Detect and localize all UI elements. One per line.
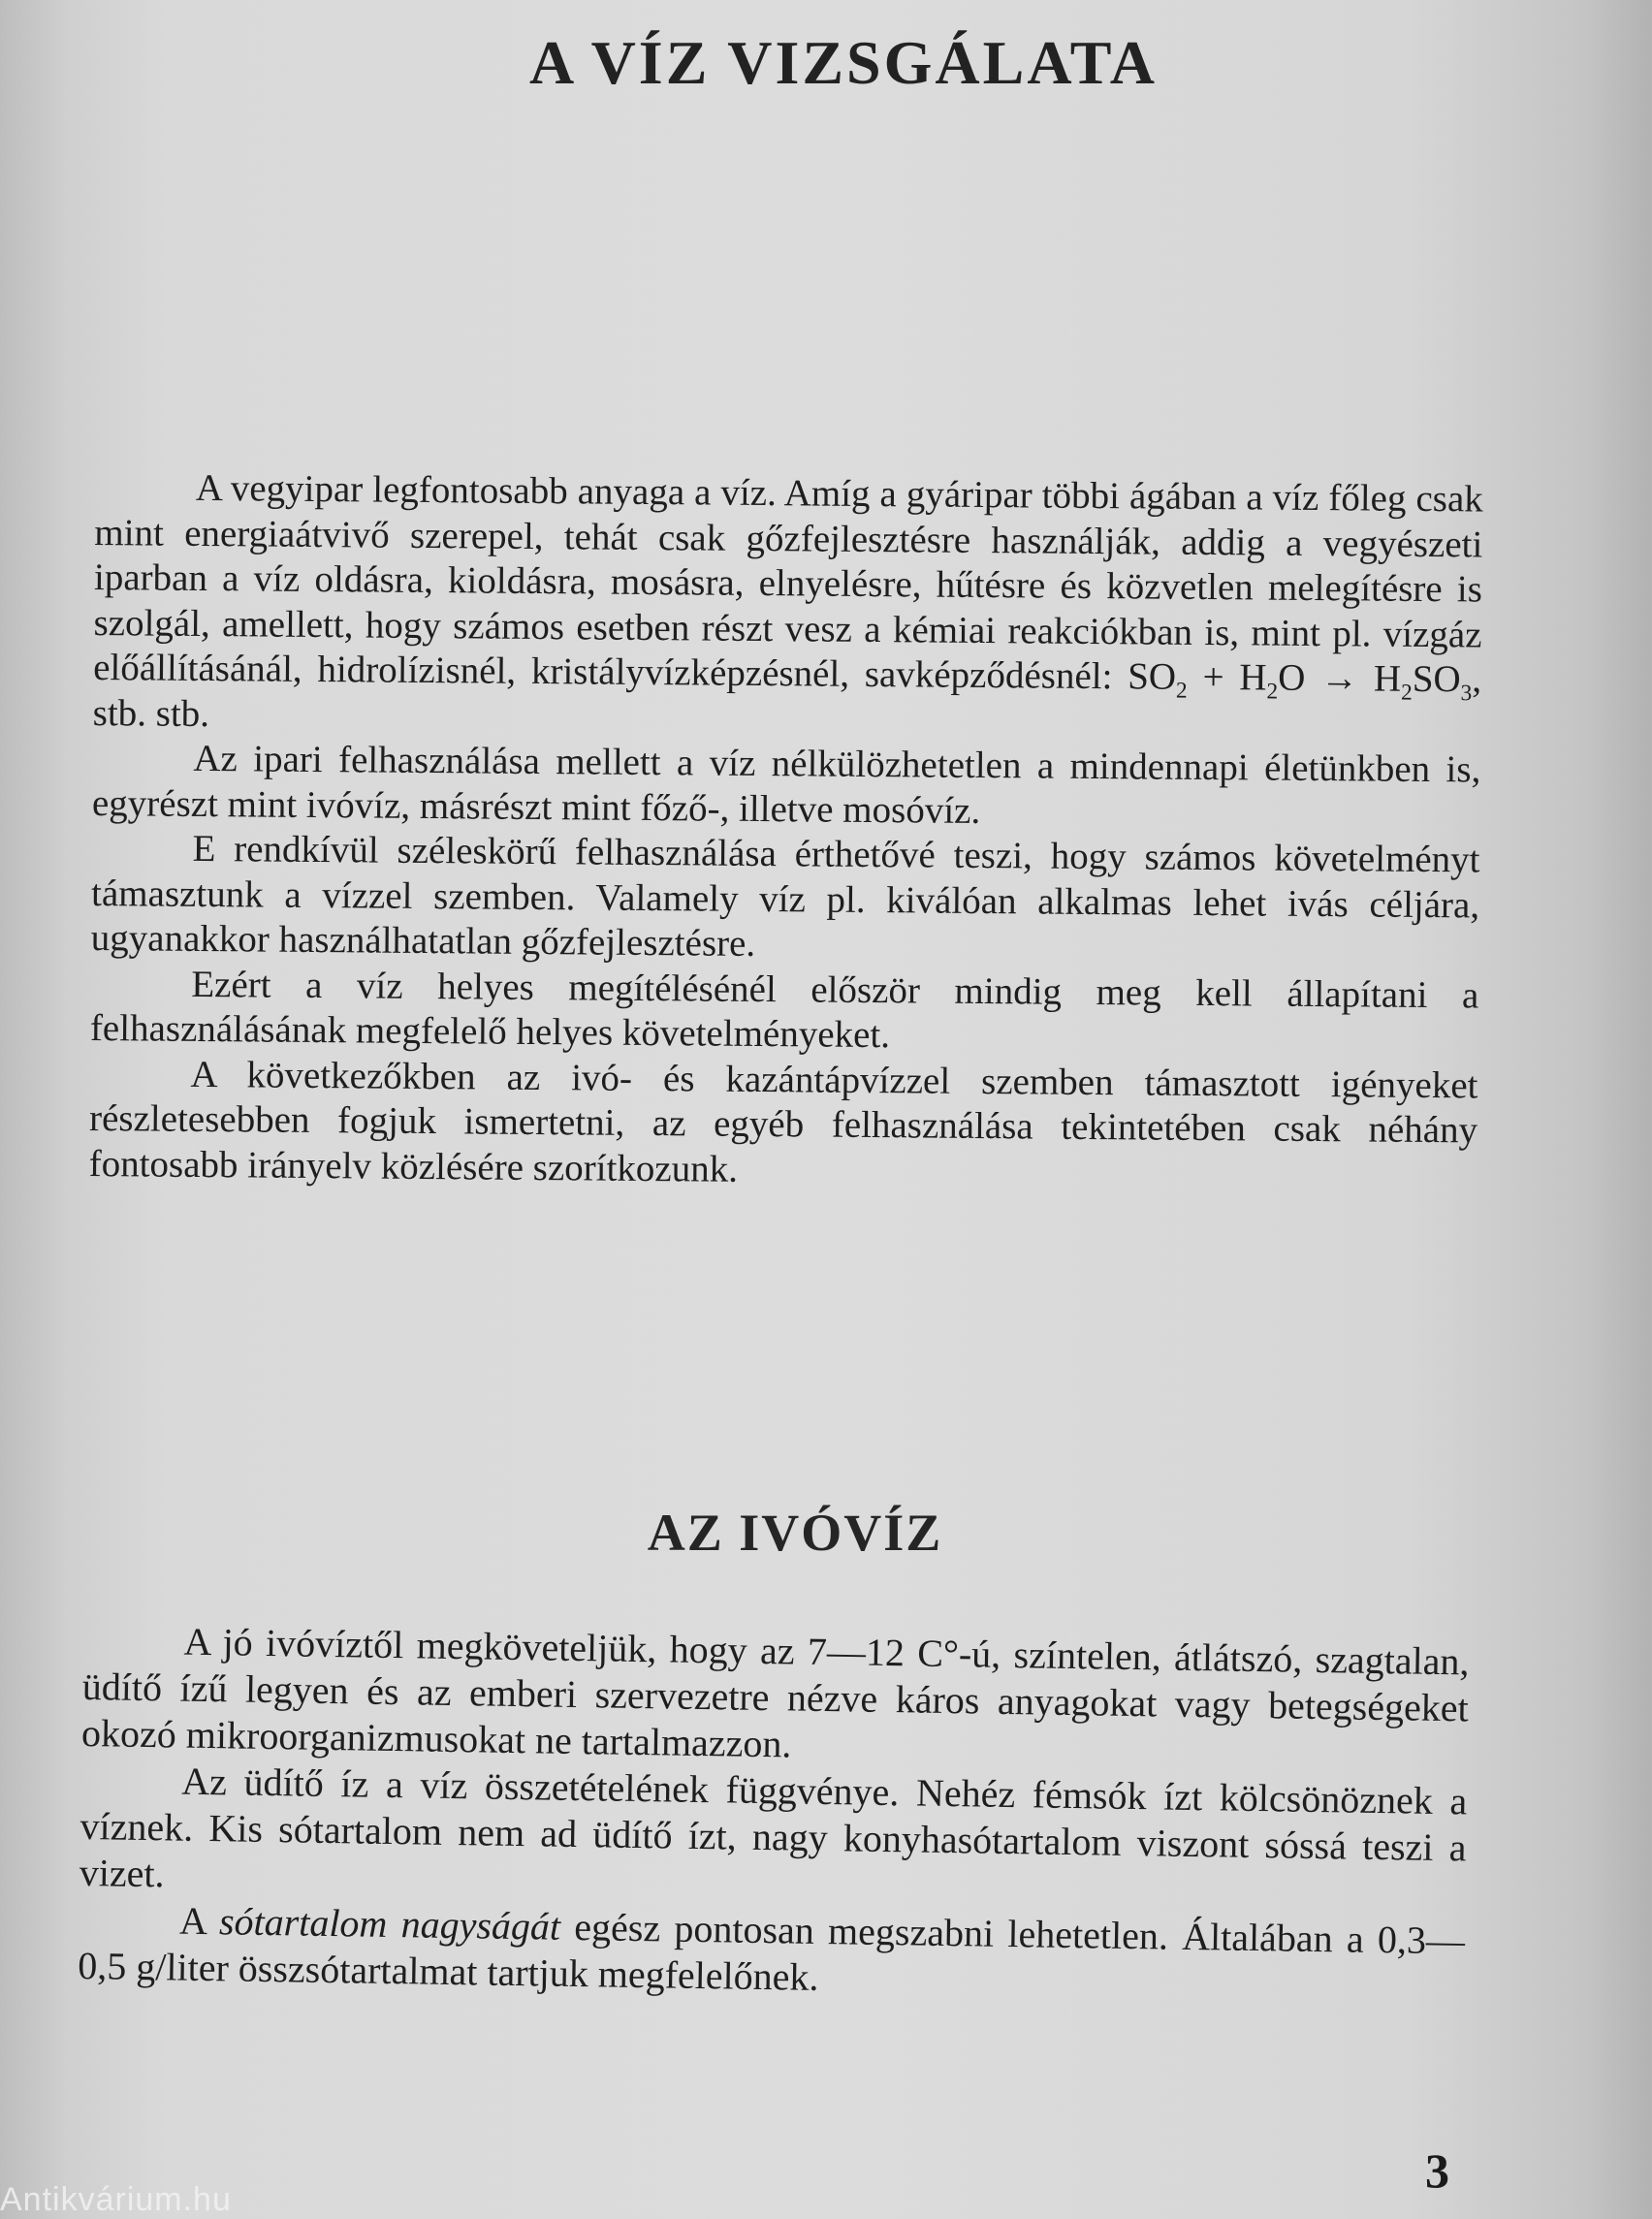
paragraph-text: egész pontosan megszabni lehetetlen. Általában a 0,3—0,5 g/liter összsótartalmat tartjuk megfelelőnek.	[77, 1904, 1466, 1999]
formula-h2so3-so: SO	[1412, 657, 1461, 701]
paragraph: E rendkívül széleskörű felhasználása érthetővé teszi, hogy számos követelményt támasztunk a vízzel szemben. Valamely víz pl. kiválóan alkalmas lehet ivás céljára, ugyanakkor használhatatlan gőzfejlesztésre.	[90, 827, 1480, 965]
paragraph-text: , stb. stb.	[92, 658, 1482, 735]
paragraph-text: A	[178, 1898, 220, 1944]
paragraph-text: A vegyipar legfontosabb anyaga a víz. Amíg a gyáripar többi ágában a víz főleg csak mint energiaátvivő szerepel, tehát csak gőzfejlesztésre használják, addig a vegyészeti iparban a víz oldásra, kioldásra, mosásra, elnyelésre, hűtésre és közvetlen melegítésre is szolgál, amellett, hogy számos esetben részt vesz a kémiai reakciókban is, mint pl. vízgáz előállításánál, hidrolízisnél, kristályvízképzésnél, savképződésnél:	[92, 466, 1483, 698]
subscript: 2	[1266, 679, 1279, 705]
chemical-equation	[1128, 655, 1473, 707]
formula-so2: SO	[1128, 655, 1177, 698]
paragraph: A következőkben az ivó- és kazántápvízzel szemben támasztott igényeket részletesebben fogjuk ismertetni, az egyéb felhasználása tekintetében csak néhány fontosabb irányelv közlésére szorítkozunk.	[88, 1053, 1478, 1190]
formula-h2so3: H	[1373, 657, 1402, 700]
formula-h2o-o: O	[1278, 656, 1306, 699]
chapter-title: A VÍZ VIZSGÁLATA	[529, 28, 1158, 97]
ivoviz-section	[78, 1617, 1470, 2011]
intro-section	[89, 465, 1483, 1198]
reaction-arrow: →	[1305, 656, 1375, 700]
paragraph: Az üdítő íz a víz összetételének függvénye. Nehéz fémsók ízt kölcsönöznek a víznek. Kis sótartalom nem ad üdítő ízt, nagy konyhasótartalom viszont sóssá teszi a vizet.	[79, 1759, 1468, 1896]
paragraph: A jó ivóvíztől megköveteljük, hogy az 7—12 C°-ú, színtelen, átlátszó, szagtalan, üdítő ízű legyen és az emberi szervezetre nézve káros anyagokat vagy betegségeket okozó mikroorganizmusokat ne tartalmazzon.	[80, 1619, 1470, 1766]
paragraph	[93, 465, 1483, 747]
plus-sign: +	[1187, 655, 1240, 699]
subscript: 2	[1175, 678, 1188, 704]
paragraph: Ezért a víz helyes megítélésénél először mindig meg kell állapítani a felhasználásának megfelelő helyes követelményeket.	[89, 963, 1479, 1057]
formula-h2o: H	[1239, 656, 1267, 699]
page-number: 3	[1425, 2143, 1449, 2198]
subscript: 3	[1460, 681, 1473, 707]
paragraph: Az ipari felhasználása mellett a víz nélkülözhetetlen a mindennapi életünkben is, egyrészt mint ivóvíz, másrészt mint főző-, illetve mosóvíz.	[91, 737, 1481, 832]
subscript: 2	[1400, 680, 1413, 706]
watermark: Antikvárium.hu	[0, 2181, 232, 2218]
emphasized-term: sótartalom nagyságát	[218, 1899, 561, 1949]
section-heading: AZ IVÓVÍZ	[647, 1504, 943, 1562]
